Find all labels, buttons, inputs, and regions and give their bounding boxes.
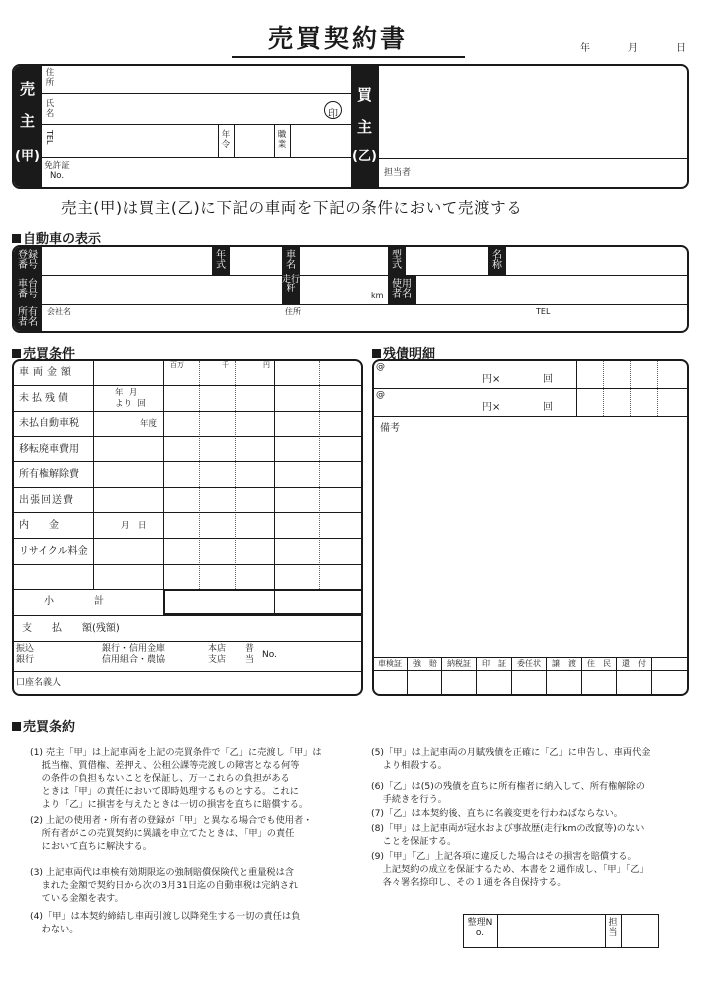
seller-license-field[interactable] [74,159,348,185]
balance-row2-at: @ [376,390,385,400]
seller-occupation-label: 職業 [277,130,287,150]
account-no-label: No. [262,650,277,660]
date-month[interactable]: 月 [628,43,638,54]
model-year-label: 年式 [216,250,226,271]
ref-no-field[interactable] [499,916,603,946]
cond-row-3-amount[interactable] [165,413,361,435]
bank-types-2: 信用組合・農協 [102,655,166,665]
conditions-section-title: 売買条件 [12,343,75,362]
date-day[interactable]: 日 [676,43,686,54]
seller-name-field[interactable] [60,96,320,122]
doc-kyobai: 強 賠 [413,659,437,668]
term-3: (3) 上記車両代は車検有効期限迄の強制賠償保険代と重量税は含 まれた金額で契約日から次の3月31日迄の自動車税は完納され ている金額を表す。 [30,867,299,905]
date-year[interactable]: 年 [580,43,590,54]
cond-row-2-amount[interactable] [165,388,361,410]
doc-check-insho[interactable] [478,672,510,694]
ref-no-label: 整理No. [467,918,493,938]
balance-row1-amount[interactable] [578,361,686,387]
seller-age-label: 年令 [221,130,231,150]
user-field[interactable] [418,277,686,303]
cond-row-5-label: 所有権解除費 [19,469,79,480]
seller-tel-label: TEL [45,130,54,145]
doc-shakensho: 車検証 [378,659,402,668]
account-holder-field[interactable] [80,673,360,693]
cond-row-9-amount[interactable] [165,566,361,588]
doc-check-shakensho[interactable] [375,672,406,694]
doc-ininjo: 委任状 [517,659,541,668]
cond-row-1-label: 車両金額 [19,367,75,378]
notes-label: 備考 [380,423,400,434]
head-office-label: 本店 [208,644,227,654]
current-label: 当 [245,655,255,665]
term-6: (6)「乙」は(5)の残債を直ちに所有権者に納入して、所有権解除の 手続きを行う。 [371,781,645,806]
seller-label-3: (甲) [15,149,40,164]
reg-no-field[interactable] [44,248,210,274]
unit-million: 百万 [170,361,184,369]
doc-kanpu: 還 付 [622,659,646,668]
cond-row-3-label: 未払自動車税 [19,418,79,429]
cond-row-8-amount[interactable] [165,540,361,562]
balance-row2-amount[interactable] [578,390,686,415]
seller-address-field[interactable] [60,68,348,92]
name-field[interactable] [508,248,686,274]
doc-check-kyobai[interactable] [409,672,440,694]
car-name-label: 車名 [286,250,296,271]
buyer-details-field[interactable] [382,68,684,156]
term-1: (1) 売主「甲」は上記車両を上記の売買条件で「乙」に売渡し「甲」は 抵当権、質借権、差押え、公租公課等売渡しの障害となる何等 の条件の負担もないことを保証し、万一これらの負担がある ときは「甲」の責任において即時処理するものとする。これに より「乙」に損害を与えたときは一切の損害を直ちに賠償する。 [30,747,322,811]
mileage-label: 走行粁 [282,275,301,294]
account-holder-label: 口座名義人 [16,678,62,688]
ordinary-label: 普 [245,644,255,654]
term-4: (4)「甲」は本契約締結し車両引渡し以降発生する一切の責任は負 わない。 [30,911,301,936]
bank-types-1: 銀行・信用金庫 [102,644,166,654]
doc-check-kanpu[interactable] [618,672,650,694]
seller-label-2: 主 [20,112,36,130]
payment-amount-box[interactable] [163,616,363,641]
owner-company-label: 会社名 [47,307,71,316]
seller-name-label: 氏名 [45,99,55,119]
seal-label: 印 [328,109,338,120]
user-label: 使用者名 [392,279,412,300]
balance-row2-yen: 円× [482,402,501,413]
term-2: (2) 上記の使用者・所有者の登録が「甲」と異なる場合でも使用者・ 所有者がこの売買契約に異議を申立てたときは、「甲」の責任 において直ちに解決する。 [30,815,313,853]
chassis-label: 車台番号 [18,279,38,300]
buyer-staff-field[interactable] [420,160,684,185]
ref-staff-label: 担当 [608,918,618,938]
seller-tel-field[interactable] [60,126,216,156]
unit-yen: 円 [263,361,270,369]
term-7: (7)「乙」は本契約後、直ちに名義変更を行わねばならない。 [371,808,623,819]
account-no-field[interactable] [282,643,360,669]
payment-label: 支 払 額(残額) [22,623,120,634]
cond-row-7-sub: 月 日 [121,521,147,531]
name-label: 名称 [492,250,502,271]
balance-section-title: 残債明細 [372,343,435,362]
bank-label: 銀行 [16,655,35,665]
balance-row1-times: 回 [543,374,553,385]
term-5: (5)「甲」は上記車両の月賦残債を正確に「乙」に申告し、車両代金 より相殺する。 [371,747,651,772]
ref-staff-field[interactable] [623,916,657,946]
cond-row-6-amount[interactable] [165,489,361,511]
term-9: (9)「甲」「乙」上記各項に違反した場合はその損害を賠償する。 上記契約の成立を保証するため、本書を２通作成し、「甲」「乙」 各々署名捺印し、その１通を各自保持する。 [371,851,649,889]
owner-field[interactable] [44,317,686,331]
balance-row1-yen: 円× [482,374,501,385]
seller-license-label: 免許証No. [44,161,70,181]
unit-thousand: 千 [222,361,229,369]
seller-address-label: 住所 [45,68,55,88]
mileage-unit: km [371,291,384,300]
cond-row-4-label: 移転廃車費用 [19,444,79,455]
doc-check-ininjo[interactable] [513,672,545,694]
doc-nozeisho: 納税証 [447,659,471,668]
cond-row-2-label: 未払残債 [19,393,71,404]
buyer-label-2: 主 [357,118,373,136]
term-8: (8)「甲」は上記車両が冠水および事故歴(走行kmの改竄等)のない ことを保証する。 [371,823,645,848]
seller-label-1: 売 [20,80,36,98]
cond-row-7-label: 内 金 [19,520,59,531]
cond-row-4-amount[interactable] [165,438,361,460]
cond-row-3-sub: 年度 [140,419,158,429]
doc-check-joto[interactable] [548,672,580,694]
reg-no-label: 登録番号 [18,250,38,271]
balance-row2-times: 回 [543,402,553,413]
cond-row-7-amount[interactable] [165,514,361,536]
subtotal-amount-box[interactable] [163,589,363,615]
owner-label: 所有者名 [18,307,38,328]
sale-statement: 売主(甲)は買主(乙)に下記の車両を下記の条件において売渡する [61,199,523,217]
model-field[interactable] [408,248,486,274]
buyer-label-1: 買 [357,86,373,104]
owner-address-label: 住所 [285,307,301,316]
cond-row-2-sub: 年 月 より 回 [115,388,146,409]
car-name-field[interactable] [302,248,386,274]
model-year-field[interactable] [232,248,280,274]
transfer-label: 振込 [16,644,35,654]
cond-row-6-label: 出張回送費 [19,495,74,506]
terms-section-title: 売買条約 [12,716,75,735]
doc-joto: 譲 渡 [552,659,576,668]
mileage-field[interactable] [302,277,370,303]
notes-field[interactable] [376,438,686,654]
doc-check-jumin[interactable] [583,672,615,694]
model-label: 型式 [392,250,402,271]
title-underline [232,56,465,58]
page-title: 売買契約書 [268,24,409,53]
doc-jumin: 住 民 [587,659,611,668]
buyer-staff-label: 担当者 [384,168,412,178]
balance-row1-at: @ [376,362,385,372]
vehicle-section-title: 自動車の表示 [12,228,101,247]
doc-insho: 印 証 [482,659,506,668]
owner-tel-label: TEL [536,307,551,316]
subtotal-label: 小 計 [44,596,104,607]
chassis-field[interactable] [44,277,280,303]
branch-label: 支店 [208,655,227,665]
cond-row-5-amount[interactable] [165,463,361,485]
buyer-label-3: (乙) [352,149,377,164]
doc-check-nozeisho[interactable] [443,672,475,694]
cond-row-8-label: リサイクル料金 [19,546,88,557]
seal-mark [324,101,342,119]
